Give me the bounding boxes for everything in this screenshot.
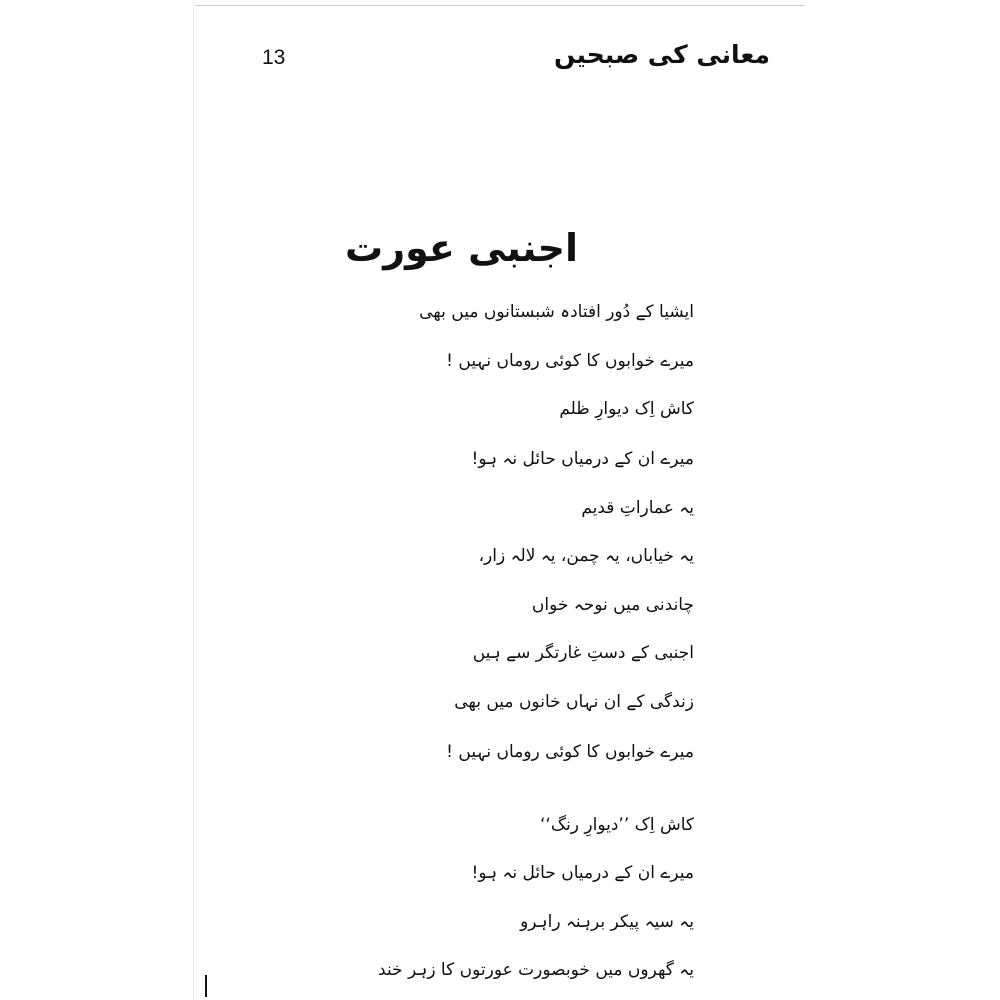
running-head: معانی کی صبحیں: [554, 40, 770, 69]
poem-line-3: کاش اِک دیوارِ ظلم: [559, 399, 694, 419]
poem-line-8: اجنبی کے دستِ غارتگر سے ہیں: [472, 643, 694, 663]
page-number: 13: [262, 46, 286, 69]
poem-line-7: چاندنی میں نوحہ خواں: [531, 595, 694, 615]
poem-line-4: میرے ان کے درمیاں حائل نہ ہو!: [471, 449, 694, 469]
page-top-edge: [195, 0, 805, 6]
margin-mark: [205, 975, 207, 997]
poem-line-11: کاش اِک ’’دیوارِ رنگ‘‘: [540, 815, 694, 835]
poem-line-5: یہ عماراتِ قدیم: [581, 498, 694, 518]
poem-line-2: میرے خوابوں کا کوئی روماں نہیں !: [446, 351, 694, 371]
poem-line-12: میرے ان کے درمیاں حائل نہ ہو!: [471, 863, 694, 883]
poem-line-13: یہ سیہ پیکر برہنہ راہرو: [520, 912, 694, 932]
poem-line-6: یہ خیاباں، یہ چمن، یہ لالہ زار،: [478, 546, 694, 566]
poem-line-1: ایشیا کے دُور افتادہ شبستانوں میں بھی: [419, 302, 694, 322]
poem-title: اجنبی عورت: [345, 226, 578, 270]
poem-line-10: میرے خوابوں کا کوئی روماں نہیں !: [446, 742, 694, 762]
poem-line-9: زندگی کے ان نہاں خانوں میں بھی: [454, 692, 694, 712]
poem-line-14: یہ گھروں میں خوبصورت عورتوں کا زہر خند: [378, 960, 694, 980]
page-gutter-edge: [193, 0, 194, 1000]
